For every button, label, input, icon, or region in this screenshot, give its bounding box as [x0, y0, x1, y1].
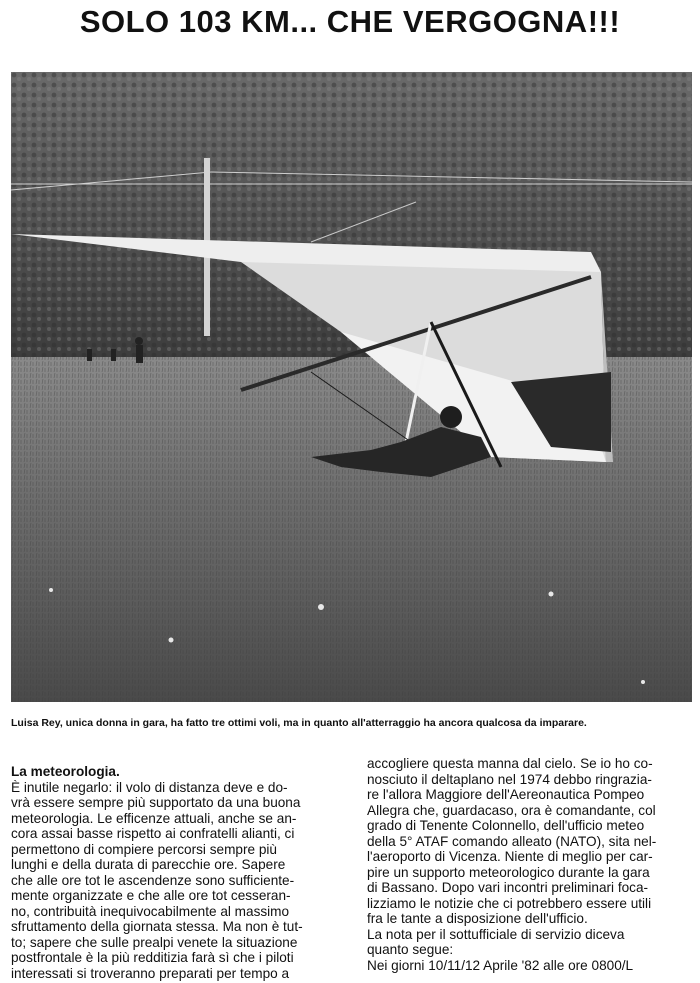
text-line: Nei giorni 10/11/12 Aprile '82 alle ore 0800/L — [367, 957, 634, 973]
text-line: È inutile negarlo: il volo di distanza deve e do- — [11, 779, 288, 795]
text-line: Allegra che, guardacaso, ora è comandante, col — [367, 802, 656, 818]
photo-caption: Luisa Rey, unica donna in gara, ha fatto tre ottimi voli, ma in quanto all'atterraggio ha ancora qualcosa da imparare. — [11, 717, 587, 729]
article-column-left — [11, 756, 337, 981]
text-line: to; sapere che sulle prealpi venete la situazione — [11, 934, 298, 950]
text-line: nosciuto il deltaplano nel 1974 debbo ringrazia- — [367, 771, 652, 787]
text-line: fra le tante a disposizione dell'ufficio. — [367, 911, 588, 926]
text-line: meteorologia. Le efficenze attuali, anche se an- — [11, 810, 297, 826]
text-line: vrà essere sempre più supportato da una buona — [11, 795, 301, 810]
text-line: che alle ore tot le ascendenze sono sufficiente- — [11, 872, 295, 888]
text-line: lizziamo le notizie che ci potrebbero essere utili — [367, 895, 652, 911]
article-headline: SOLO 103 KM... CHE VERGOGNA!!! — [79, 4, 621, 39]
text-line: l'aeroporto di Vicenza. Niente di meglio per car- — [367, 849, 653, 864]
text-line: postfrontale è la più redditizia farà sì che i piloti — [11, 950, 294, 965]
hang-glider-landing-photo — [11, 72, 692, 702]
text-line: di Bassano. Dopo vari incontri preliminari foca- — [367, 880, 649, 895]
text-line: grado di Tenente Colonnello, dell'ufficio meteo — [367, 818, 645, 833]
text-line: no, contribuità inequivocabilmente al massimo — [11, 903, 290, 919]
text-line: mente organizzate e che alle ore tot cesseran- — [11, 888, 291, 903]
text-line: cora assai basse rispetto ai confratelli alianti, ci — [11, 826, 295, 841]
text-line: re l'allora Maggiore dell'Aereonautica Pompeo — [367, 787, 645, 802]
section-title: La meteorologia. — [11, 764, 120, 779]
article-column-right — [367, 756, 693, 973]
text-line: La nota per il sottufficiale di servizio diceva — [367, 926, 625, 942]
text-line: sfruttamento della giornata stessa. Ma non è tut- — [11, 919, 303, 934]
text-line: permettono di compiere percorsi sempre più — [11, 841, 277, 857]
text-line: quanto segue: — [367, 942, 454, 957]
text-line: interessati si troveranno preparati per tempo a — [11, 965, 290, 981]
text-line: della 5° ATAF comando alleato (NATO), sita nel- — [367, 833, 657, 849]
text-line: accogliere questa manna dal cielo. Se io ho co- — [367, 756, 653, 771]
text-line: pire un supporto meteorologico durante la gara — [367, 864, 650, 880]
text-line: lunghi e della durata di parecchie ore. Sapere — [11, 857, 286, 872]
